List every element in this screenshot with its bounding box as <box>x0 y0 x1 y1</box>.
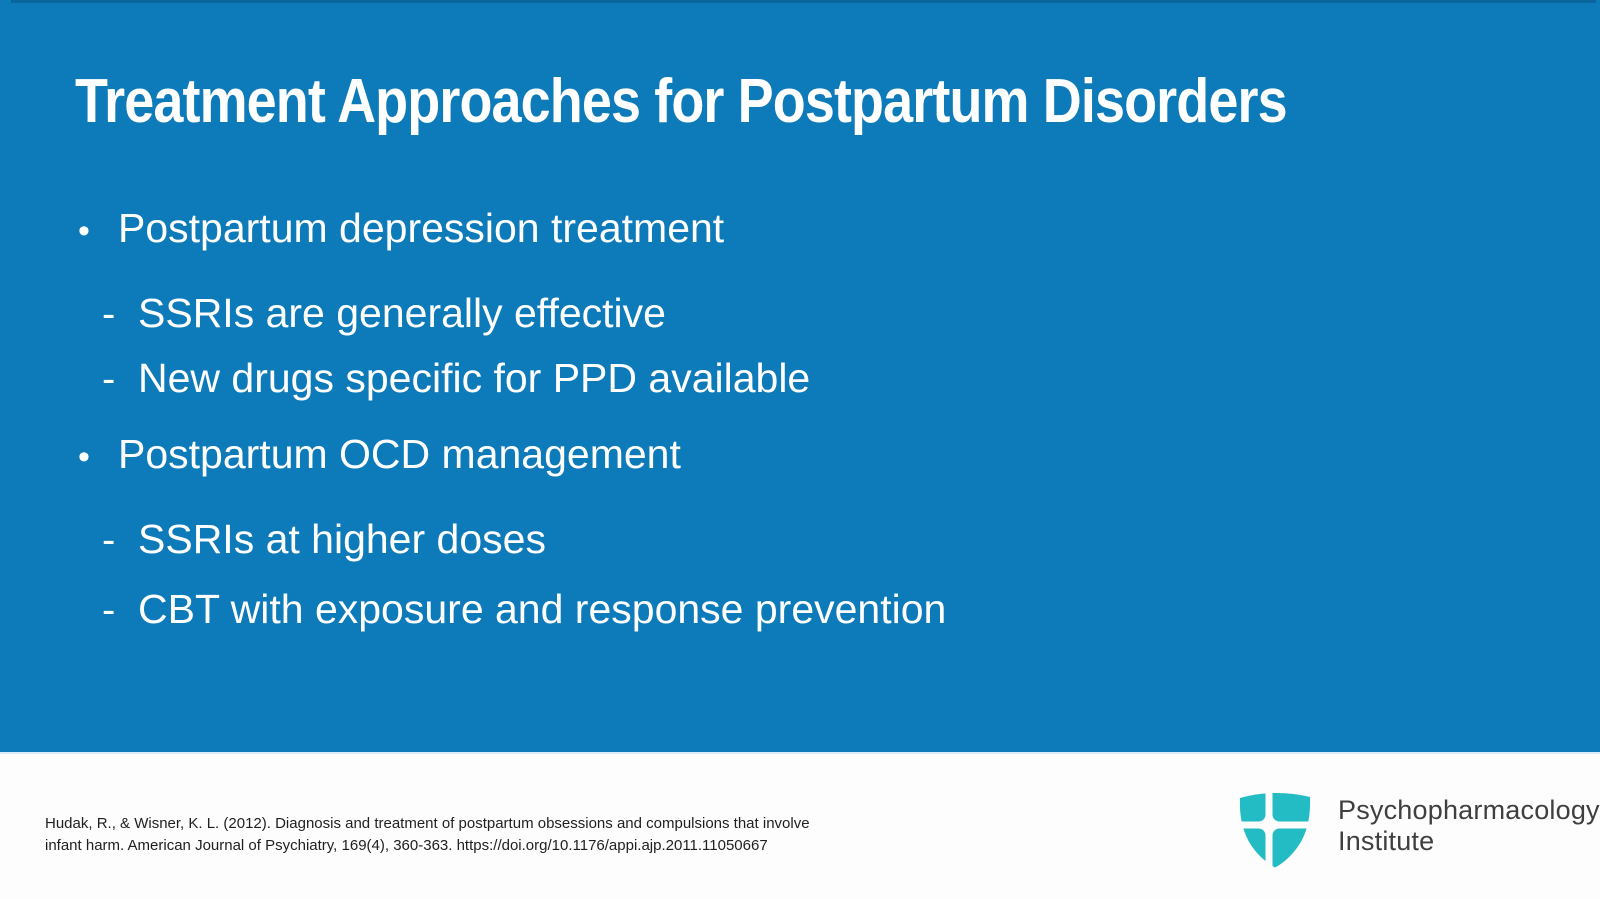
slide-footer <box>0 752 1600 899</box>
bullet-marker: • <box>78 212 90 250</box>
sub-bullet-item <box>102 584 946 635</box>
institute-logo <box>1236 788 1600 868</box>
citation-line-2: infant harm. American Journal of Psychiatry, 169(4), 360-363. https://doi.org/10.1176/appi.ajp.2011.11050667 <box>45 837 768 854</box>
logo-line-1: Psychopharmacology <box>1338 795 1600 825</box>
logo-wordmark <box>1338 795 1600 857</box>
top-edge-line <box>11 0 1596 3</box>
bullet-item <box>78 203 724 256</box>
sub-bullet-text: CBT with exposure and response prevention <box>138 586 947 632</box>
sub-bullet-item <box>102 288 666 339</box>
dash-marker: - <box>102 292 116 336</box>
dash-marker: - <box>102 518 116 562</box>
bullet-text: Postpartum OCD management <box>118 431 681 477</box>
dash-marker: - <box>102 357 116 401</box>
sub-bullet-item <box>102 514 546 565</box>
citation <box>45 813 835 857</box>
bullet-item <box>78 429 681 482</box>
sub-bullet-text: New drugs specific for PPD available <box>138 355 811 401</box>
sub-bullet-item <box>102 353 810 404</box>
bullet-marker: • <box>78 438 90 476</box>
slide-title: Treatment Approaches for Postpartum Disorders <box>75 67 1287 136</box>
dash-marker: - <box>102 588 116 632</box>
logo-line-2: Institute <box>1338 826 1435 856</box>
sub-bullet-text: SSRIs at higher doses <box>138 516 546 562</box>
sub-bullet-text: SSRIs are generally effective <box>138 290 666 336</box>
citation-line-1: Hudak, R., & Wisner, K. L. (2012). Diagnosis and treatment of postpartum obsessions and compulsions that involve <box>45 815 810 832</box>
bullet-text: Postpartum depression treatment <box>118 205 725 251</box>
shield-cross-icon <box>1236 788 1314 868</box>
